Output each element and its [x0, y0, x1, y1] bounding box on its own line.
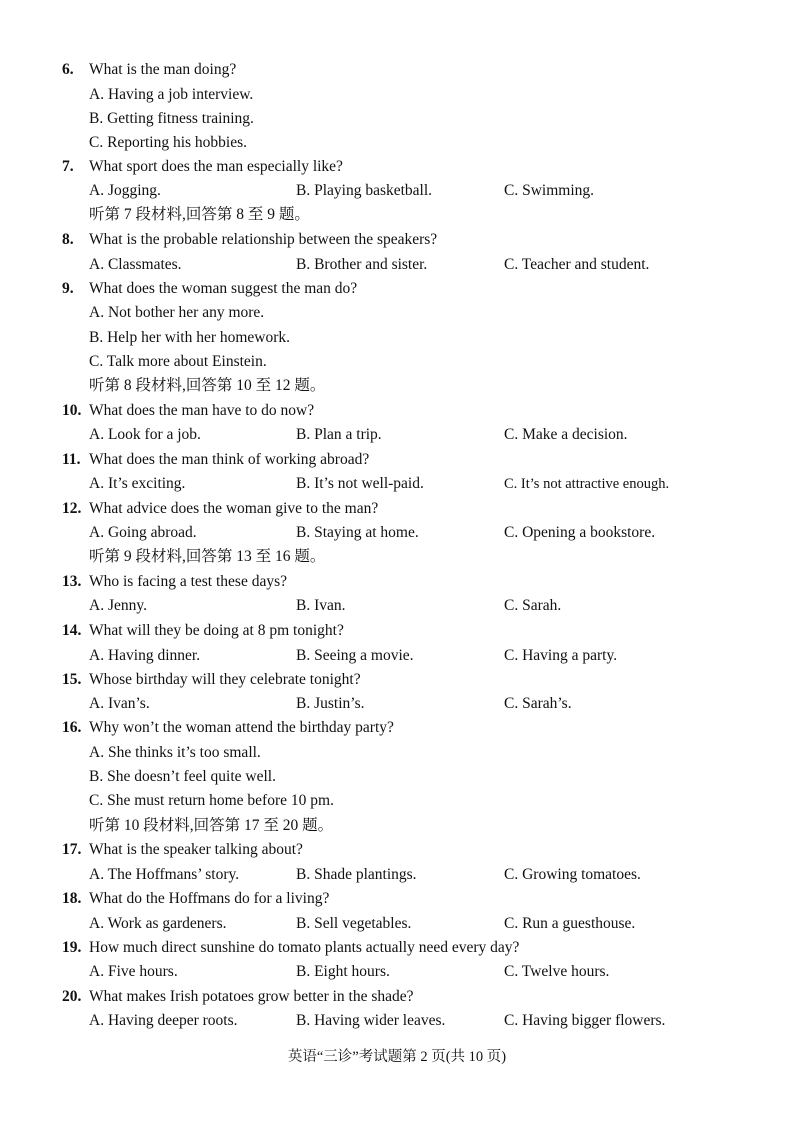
option-b: B. She doesn’t feel quite well. [89, 768, 276, 785]
question-number: 13. [62, 573, 82, 590]
question-text: What makes Irish potatoes grow better in the shade? [89, 988, 414, 1005]
question-text: What advice does the woman give to the man? [89, 500, 379, 517]
question-text: Why won’t the woman attend the birthday party? [89, 719, 394, 736]
option-b: B. Help her with her homework. [89, 329, 291, 346]
option-b: B. Eight hours. [296, 963, 390, 980]
option-a: A. Ivan’s. [89, 695, 150, 712]
option-b: B. Getting fitness training. [89, 110, 254, 127]
question-text: What does the man think of working abroad? [89, 451, 370, 468]
section-instruction: 听第 8 段材料,回答第 10 至 12 题。 [89, 377, 326, 394]
option-c: C. Reporting his hobbies. [89, 134, 248, 151]
question-text: What do the Hoffmans do for a living? [89, 890, 330, 907]
question-number: 11. [62, 451, 81, 468]
option-a: A. Classmates. [89, 256, 182, 273]
question-text: What does the man have to do now? [89, 402, 315, 419]
option-a: A. Work as gardeners. [89, 915, 227, 932]
option-a: A. Having a job interview. [89, 86, 254, 103]
option-b: B. Shade plantings. [296, 866, 417, 883]
option-c: C. Talk more about Einstein. [89, 353, 267, 370]
section-instruction: 听第 10 段材料,回答第 17 至 20 题。 [89, 817, 334, 834]
question-number: 14. [62, 622, 82, 639]
question-text: What will they be doing at 8 pm tonight? [89, 622, 344, 639]
option-c: C. Make a decision. [504, 426, 628, 443]
question-text: What is the probable relationship between the speakers? [89, 231, 438, 248]
section-instruction: 听第 9 段材料,回答第 13 至 16 题。 [89, 548, 326, 565]
option-c: C. Run a guesthouse. [504, 915, 636, 932]
section-instruction: 听第 7 段材料,回答第 8 至 9 题。 [89, 206, 310, 223]
option-c: C. Opening a bookstore. [504, 524, 656, 541]
question-number: 15. [62, 671, 82, 688]
question-text: Whose birthday will they celebrate tonight? [89, 671, 361, 688]
question-number: 17. [62, 841, 82, 858]
option-b: B. Ivan. [296, 597, 346, 614]
question-number: 18. [62, 890, 82, 907]
option-b: B. Sell vegetables. [296, 915, 412, 932]
question-number: 6. [62, 61, 74, 78]
option-b: B. Brother and sister. [296, 256, 428, 273]
option-b: B. Playing basketball. [296, 182, 433, 199]
question-number: 7. [62, 158, 74, 175]
question-text: What is the man doing? [89, 61, 237, 78]
option-a: A. Jogging. [89, 182, 161, 199]
option-a: A. She thinks it’s too small. [89, 744, 261, 761]
option-b: B. Having wider leaves. [296, 1012, 446, 1029]
option-b: B. Staying at home. [296, 524, 419, 541]
option-a: A. Having dinner. [89, 647, 201, 664]
option-c: C. Twelve hours. [504, 963, 610, 980]
option-a: A. Having deeper roots. [89, 1012, 238, 1029]
option-b: B. Justin’s. [296, 695, 365, 712]
question-text: What does the woman suggest the man do? [89, 280, 358, 297]
question-text: How much direct sunshine do tomato plants actually need every day? [89, 939, 520, 956]
option-c: C. Sarah’s. [504, 695, 572, 712]
option-b: B. Seeing a movie. [296, 647, 414, 664]
option-b: B. It’s not well-paid. [296, 475, 424, 492]
option-a: A. Look for a job. [89, 426, 201, 443]
option-c: C. She must return home before 10 pm. [89, 792, 334, 809]
option-c: C. Having a party. [504, 647, 618, 664]
question-number: 10. [62, 402, 82, 419]
question-number: 20. [62, 988, 82, 1005]
option-a: A. It’s exciting. [89, 475, 186, 492]
option-a: A. Five hours. [89, 963, 178, 980]
question-text: What is the speaker talking about? [89, 841, 303, 858]
question-text: Who is facing a test these days? [89, 573, 287, 590]
option-c: C. It’s not attractive enough. [504, 476, 670, 492]
question-number: 8. [62, 231, 74, 248]
option-c: C. Swimming. [504, 182, 595, 199]
question-text: What sport does the man especially like? [89, 158, 343, 175]
option-c: C. Having bigger flowers. [504, 1012, 666, 1029]
question-number: 19. [62, 939, 82, 956]
option-b: B. Plan a trip. [296, 426, 382, 443]
question-number: 9. [62, 280, 74, 297]
option-a: A. Not bother her any more. [89, 304, 265, 321]
option-a: A. Jenny. [89, 597, 147, 614]
question-number: 16. [62, 719, 82, 736]
option-a: A. The Hoffmans’ story. [89, 866, 240, 883]
question-number: 12. [62, 500, 82, 517]
option-c: C. Teacher and student. [504, 256, 650, 273]
option-c: C. Growing tomatoes. [504, 866, 641, 883]
option-c: C. Sarah. [504, 597, 562, 614]
option-a: A. Going abroad. [89, 524, 197, 541]
page-footer: 英语“三诊”考试题第 2 页(共 10 页) [287, 1049, 507, 1065]
